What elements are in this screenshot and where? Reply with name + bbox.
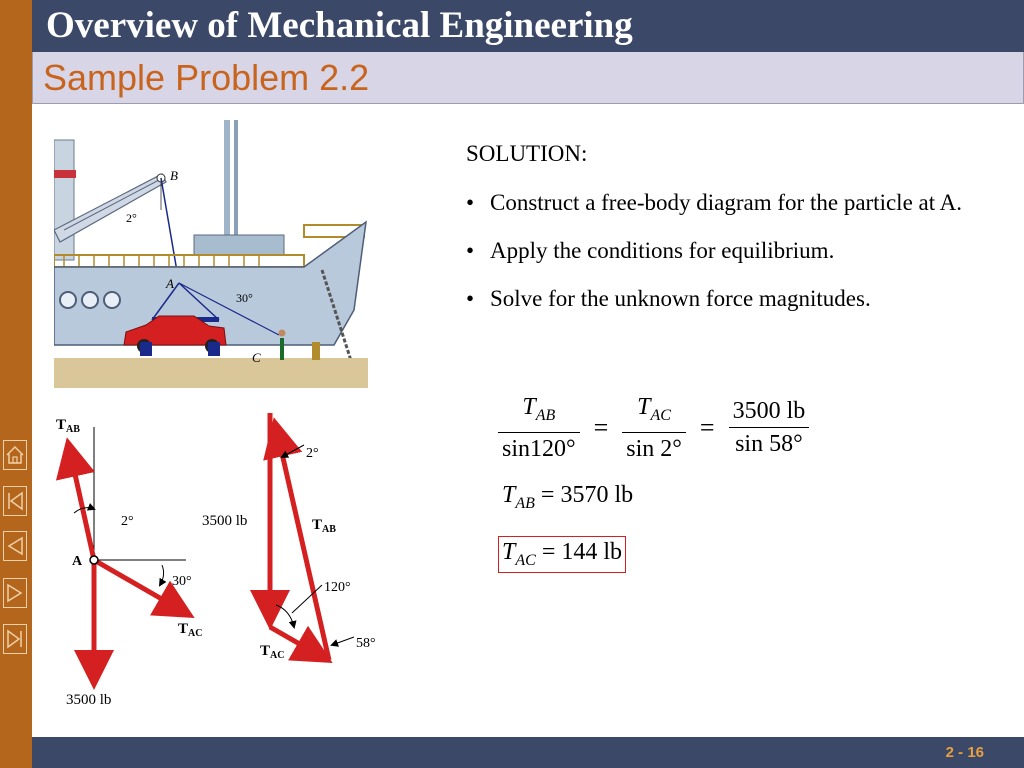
ship-image [54, 120, 368, 388]
label-angle-2: 2° [126, 211, 137, 225]
free-body-diagram [56, 417, 202, 708]
footer-bar [32, 737, 1024, 768]
tri-t-ab: $T_{AB}$ [312, 517, 336, 535]
slide-subtitle: Sample Problem 2.2 [43, 57, 370, 98]
next-slide-button[interactable] [3, 578, 27, 608]
force-triangle [202, 413, 376, 661]
bullet-dot: • [466, 190, 475, 215]
tri-angle-120: 120° [324, 580, 351, 595]
bullet-text: Apply the conditions for equilibrium. [490, 238, 835, 263]
title-bar [32, 0, 1024, 52]
fraction-weight: $\frac{3500 lb}{\sin 58^\circ}$ [729, 396, 810, 459]
fbd-svg [54, 405, 404, 715]
last-slide-icon [6, 629, 24, 649]
tri-t-ac: $T_{AC}$ [260, 643, 285, 661]
fraction-ab: $\frac{T_{AB}}{\sin 120^\circ}$ [498, 392, 580, 464]
bullet-item [466, 188, 1006, 218]
bullet-dot: • [466, 286, 475, 311]
bullet-text: Solve for the unknown force magnitudes. [490, 286, 871, 311]
first-slide-icon [6, 491, 24, 511]
next-slide-icon [6, 583, 24, 603]
bullet-item [466, 236, 1006, 266]
subtitle-bar [32, 52, 1024, 104]
previous-slide-button[interactable] [3, 531, 27, 561]
label-c: C [252, 350, 261, 365]
bullet-text: Construct a free-body diagram for the particle at A. [490, 190, 962, 215]
page-number: 2 - 16 [945, 744, 984, 761]
home-button[interactable] [3, 440, 27, 470]
fbd-weight: 3500 lb [66, 692, 112, 708]
bullet-dot: • [466, 238, 475, 263]
tri-weight: 3500 lb [202, 513, 248, 529]
bullet-item [466, 284, 1006, 314]
sidebar [0, 0, 32, 768]
force-diagrams [54, 405, 404, 715]
fbd-angle-30: 30° [172, 574, 192, 589]
law-of-sines-equation: $\frac{T_{AB}}{\sin 120^\circ}$ = $\frac{T_{AC}}{\sin 2^\circ}$ = $\frac{3500 lb}{\sin 58^\circ}$ [498, 392, 809, 464]
previous-slide-icon [6, 536, 24, 556]
home-icon [6, 445, 24, 465]
solution-panel [466, 140, 1006, 314]
fbd-angle-2: 2° [121, 514, 134, 529]
fbd-t-ac: $T_{AC}$ [178, 621, 203, 639]
last-slide-button[interactable] [3, 624, 27, 654]
first-slide-button[interactable] [3, 486, 27, 516]
tri-angle-58: 58° [356, 636, 376, 651]
solution-heading: SOLUTION: [466, 141, 588, 166]
fraction-ac: $\frac{T_{AC}}{\sin 2^\circ}$ [622, 392, 686, 464]
result-t-ac: $T_{AC} = 144$ lb [498, 536, 626, 573]
slide-title: Overview of Mechanical Engineering [46, 5, 633, 46]
result-t-ab: $T_{AB} = 3570$ lb [502, 482, 634, 512]
label-a: A [166, 276, 174, 291]
ship-illustration [54, 120, 368, 388]
fbd-t-ab: $T_{AB}$ [56, 417, 80, 435]
label-angle-30: 30° [236, 291, 253, 305]
fbd-point-a: A [72, 554, 83, 569]
tri-angle-2: 2° [306, 446, 319, 461]
label-b: B [170, 168, 178, 183]
